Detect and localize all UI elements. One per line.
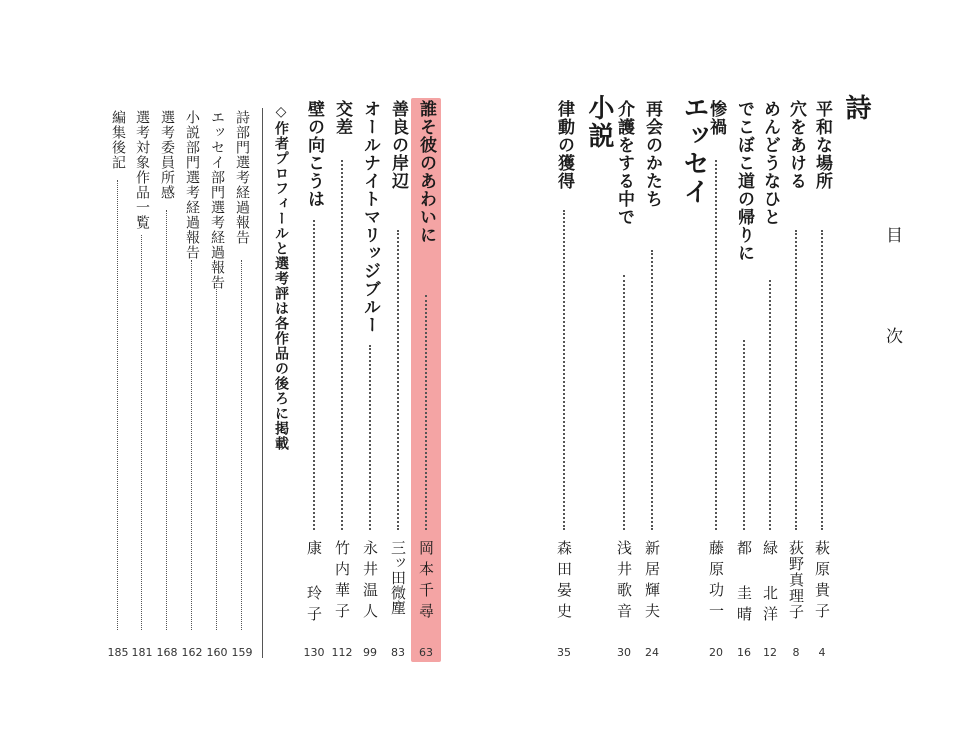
entry-title: 選考対象作品一覧 [134, 110, 150, 230]
divider-rule [262, 108, 263, 658]
toc-entry-highlighted[interactable] [414, 100, 438, 700]
leader-dots [795, 230, 797, 530]
entry-page: 24 [645, 646, 659, 659]
entry-page: 8 [792, 646, 800, 659]
appendix-entry[interactable] [230, 110, 254, 710]
entry-title: 律動の獲得 [554, 100, 574, 190]
entry-author: 浅井歌音 [615, 540, 633, 624]
leader-dots [216, 280, 217, 630]
entry-title: エッセイ部門選考経過報告 [209, 110, 225, 290]
toc-entry[interactable] [704, 100, 728, 700]
leader-dots [769, 280, 771, 530]
entry-title: 介護をする中で [614, 100, 634, 226]
appendix-entry[interactable] [106, 110, 130, 710]
appendix-entry[interactable] [180, 110, 204, 710]
entry-author: 藤原功一 [707, 540, 725, 624]
leader-dots [715, 160, 717, 530]
entry-title: 惨禍 [706, 100, 726, 136]
entry-title: 編集後記 [110, 110, 126, 170]
entry-title: でこぼこ道の帰りに [734, 100, 754, 262]
entry-author: 康 玲子 [305, 540, 323, 627]
entry-page: 83 [391, 646, 405, 659]
entry-title: 交差 [332, 100, 352, 136]
entry-author: 永井温人 [361, 540, 379, 624]
entry-author: 緑 北洋 [761, 540, 779, 627]
appendix-entry[interactable] [205, 110, 229, 710]
entry-author: 竹内華子 [333, 540, 351, 624]
entry-page: 99 [363, 646, 377, 659]
entry-page: 16 [737, 646, 751, 659]
entry-author: 荻野真理子 [787, 540, 805, 620]
leader-dots [141, 235, 142, 630]
entry-author: 岡本千尋 [417, 540, 435, 624]
toc-title: 目 次 [882, 226, 902, 376]
leader-dots [743, 340, 745, 530]
toc-entry[interactable] [640, 100, 664, 700]
entry-page: 35 [557, 646, 571, 659]
entry-title: 誰そ彼のあわいに [416, 100, 436, 244]
toc-entry[interactable] [810, 100, 834, 700]
entry-page: 12 [763, 646, 777, 659]
leader-dots [651, 250, 653, 530]
appendix-entry[interactable] [130, 110, 154, 710]
leader-dots [369, 345, 371, 530]
toc-entry[interactable] [552, 100, 576, 700]
entry-title: 再会のかたち [642, 100, 662, 208]
entry-page: 181 [131, 646, 153, 659]
leader-dots [191, 260, 192, 630]
section-heading-novel: 小説 [584, 94, 614, 150]
entry-title: 壁の向こうは [304, 100, 324, 208]
entry-title: めんどうなひと [760, 100, 780, 226]
toc-entry[interactable] [732, 100, 756, 700]
entry-title: 詩部門選考経過報告 [234, 110, 250, 245]
leader-dots [425, 295, 427, 530]
toc-entry[interactable] [330, 100, 354, 700]
leader-dots [563, 210, 565, 530]
leader-dots [166, 210, 167, 630]
entry-author: 新居輝夫 [643, 540, 661, 624]
entry-title: 平和な場所 [812, 100, 832, 190]
leader-dots [241, 260, 242, 630]
toc-entry[interactable] [386, 100, 410, 700]
entry-title: 小説部門選考経過報告 [184, 110, 200, 260]
entry-title: 選考委員所感 [159, 110, 175, 200]
entry-author: 都 圭晴 [735, 540, 753, 627]
entry-page: 159 [231, 646, 253, 659]
entry-title: 善良の岸辺 [388, 100, 408, 190]
leader-dots [117, 180, 118, 630]
entry-title: オールナイトマリッジブルー [360, 100, 380, 334]
entry-page: 63 [419, 646, 433, 659]
entry-page: 168 [156, 646, 178, 659]
toc-entry[interactable] [758, 100, 782, 700]
entry-page: 30 [617, 646, 631, 659]
entry-page: 160 [206, 646, 228, 659]
leader-dots [623, 275, 625, 530]
section-heading-poetry: 詩 [841, 94, 871, 122]
author-profile-note: ◇作者プロフィールと選考評は各作品の後ろに掲載 [273, 104, 289, 451]
entry-page: 112 [331, 646, 353, 659]
toc-entry[interactable] [302, 100, 326, 700]
entry-page: 162 [181, 646, 203, 659]
leader-dots [397, 230, 399, 530]
toc-entry[interactable] [612, 100, 636, 700]
toc-entry[interactable] [358, 100, 382, 700]
entry-title: 穴をあける [786, 100, 806, 190]
leader-dots [341, 160, 343, 530]
toc-entry[interactable] [784, 100, 808, 700]
entry-author: 萩原貴子 [813, 540, 831, 624]
leader-dots [821, 230, 823, 530]
appendix-entry[interactable] [155, 110, 179, 710]
leader-dots [313, 220, 315, 530]
entry-page: 185 [107, 646, 129, 659]
section-heading-essay: エッセイ [679, 94, 709, 206]
entry-page: 4 [818, 646, 826, 659]
entry-author: 森田晏史 [555, 540, 573, 624]
entry-author: 三ッ田微塵 [389, 540, 407, 615]
entry-page: 130 [303, 646, 325, 659]
entry-page: 20 [709, 646, 723, 659]
